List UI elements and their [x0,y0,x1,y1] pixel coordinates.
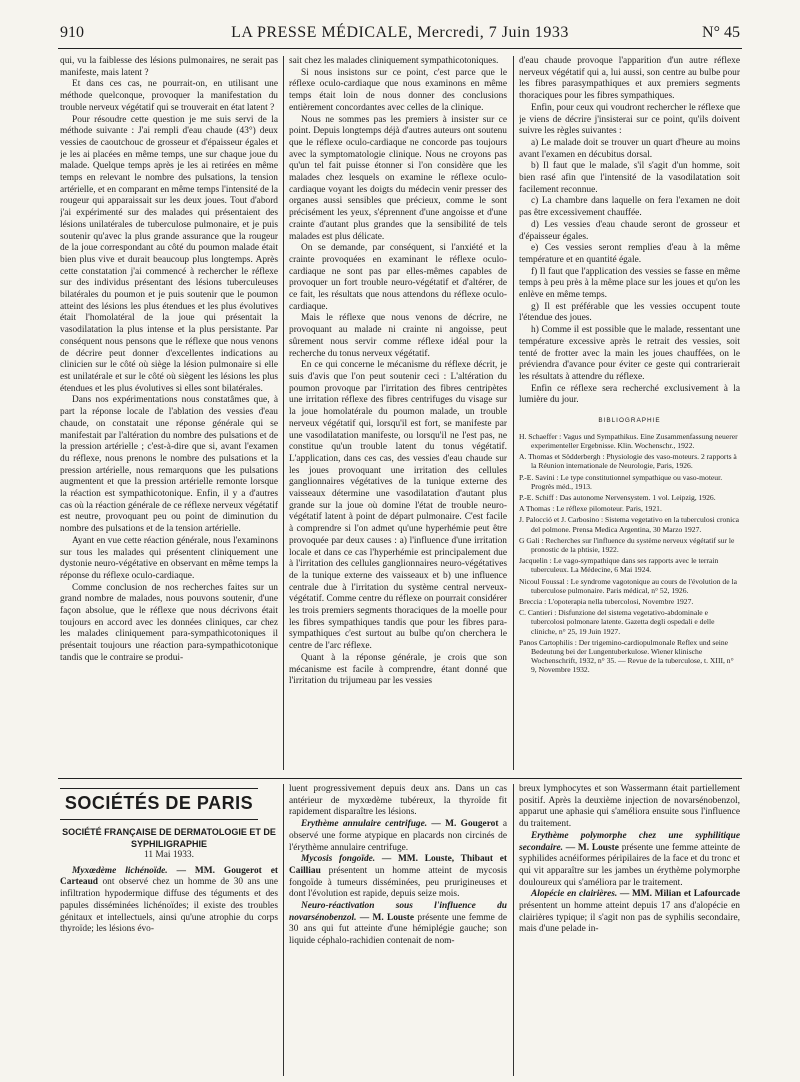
paragraph: sait chez les malades cliniquement sympathicotoniques. [289,56,499,66]
header-rule [58,48,742,49]
paragraph: Dans nos expérimentations nous constatâmes que, à part la réponse locale de l'ablation des vessies d'eau chaude, on constatait une réponse générale qui se manifestait par l'altération du nombre des pulsations et de la pression artérielle ; c'est-à-dire que si, avant l'examen du réflexe, nous prenons le nombre des pulsations et la pression artérielle, nous remarquons que les pulsations augmentent et que la pression artérielle remonte lorsque la réaction est sympathicotonique. Enfin, il y a d'autres cas où la réaction générale de ce réflexe nerveux végétatif est neutre, provoquant peu ou point de diminution du nombre des pulsations et de la tension artérielle. [60,395,278,535]
column-divider [513,56,514,770]
article-column-1 [60,56,278,770]
communication-text: présentent un homme atteint depuis 17 ans d'alopécie en clairières typique; il s'agit non pas de syphilis secondaire, mais d'une pelade in- [519,901,740,935]
communication-title: Mycosis fongoïde. [301,854,376,865]
communication-title: Alopécie en clairières. [531,889,618,900]
paragraph: On se demande, par conséquent, si l'anxiété et la crainte provoquées en examinant le réflexe oculo-cardiaque ne sont pas par elles-mêmes capables de provoquer un fort trouble neuro-végétatif et d'altérer, de ce fait, les résultats que nous attendons du réflexe oculo-cardiaque. [289,243,507,312]
paragraph: e) Ces vessies seront remplies d'eau à la même température et en quantité égale. [519,243,740,265]
page-number: 910 [60,24,84,41]
communication-title: Erythème annulaire centrifuge. [301,819,428,830]
paragraph: a) Le malade doit se trouver un quart d'heure au moins avant l'examen en décubitus dorsal. [519,137,740,160]
bibliography-entry: G Gali : Recherches sur l'influence du système nerveux végétatif sur le pronostic de la phtisie, 1922. [519,535,735,555]
bibliography-entry: Panos Cartophilis : Der trigemino-cardiopulmonale Reflex und seine Bedeutung bei der Lungentuberkulose. Wiener klinische Wochenschrift, 1932, n° 35. — Revue de la tuberculose, t. XIII, n° 9, Novembre 1932. [519,637,734,675]
bibliography-entry: P.-E. Schiff : Das autonome Nervensystem. 1 vol. Leipzig, 1926. [519,493,716,503]
paragraph: c) La chambre dans laquelle on fera l'examen ne doit pas être excessivement chauffée. [519,196,740,219]
column-divider [283,784,284,1076]
paragraph: d) Les vessies d'eau chaude seront de grosseur et d'épaisseur égales. [519,219,740,242]
communication-text: ont observé chez un homme de 30 ans une infiltration hypodermique diffuse des téguments et des papules disséminées lichénoïdes; il existe des troubles génitaux et intellectuels, ainsi qu'une atrophie du corps thyroïde; les lésions évo- [60,877,278,935]
communication-title: Erythème polymorphe chez une syphilitique secondaire. [519,830,740,853]
communication [289,901,507,948]
journal-title: LA PRESSE MÉDICALE, Mercredi, 7 Juin 1933 [231,24,569,41]
communication-authors: — M. Louste [356,912,415,923]
communication-authors: — M. Gougerot [427,819,499,830]
paragraph: Et dans ces cas, ne pourrait-on, en utilisant une méthode quelconque, provoquer la manifestation du trouble nerveux végétatif qui se trouverait en état latent ? [60,79,278,113]
communication [60,866,278,936]
paragraph: Enfin ce réflexe sera recherché exclusivement à la lumière du jour. [519,383,740,406]
paragraph: Pour résoudre cette question je me suis servi de la méthode suivante : J'ai rempli d'eau chaude (43°) deux vessies de caoutchouc de grosseur et d'épaisseur égales et je les ai placées en même temps, une sur chaque joue du malade. Quelque temps après je les ai retirées en même temps en relevant le nombre des pulsations, la tension artérielle, et en comparant en même temps l'intensité de la rougeur qui apparaissait sur les deux joues. Tout d'abord j'ai expérimenté sur des malades qui présentaient des lésions unilatérales de tuberculose pulmonaire, et je puis soutenir qu'avec la plus grande assurance que la rougeur de la joue correspondant au côté du poumon malade était bien plus vive et durait beaucoup plus longtemps. Après cette constatation j'ai commencé à rechercher le réflexe sur des individus présentant des lésions tuberculeuses bilatérales du poumon et je puis soutenir que le poumon atteint des lésions les plus étendues et les plus évolutives était l'homolatéral de la joue qui présentait la vasodilatation la plus intense et la plus persistante. Par conséquent nous pensons que le réflexe que nous venons de décrire peut donner d'excellentes indications au clinicien sur le côté où siège la lésion pulmonaire si elle est unilatérale et sur le côté où siègent les lésions les plus étendues et les plus évolutives si elles sont bilatérales. [60,114,278,394]
section-title: SOCIÉTÉS DE PARIS [64,793,254,813]
paragraph: Mais le réflexe que nous venons de décrire, ne provoquant au malade ni crainte ni angoisse, peut sûrement nous servir comme réflexe idéal pour la recherche du tonus nerveux végétatif. [289,313,507,359]
bibliography-entry: P.-E. Savini : Le type constitutionnel sympathique ou vaso-moteur. Progrès méd., 1913. [519,472,723,491]
paragraph: h) Comme il est possible que le malade, ressentant une température excessive après le retrait des vessies, soit tenté de frotter avec la main les joues chauffées, on le préviendra d'avance pour éviter ce geste qui contrarierait les résultats à attendre du réflexe. [519,325,740,382]
communication-authors: — M. Louste [563,842,619,853]
paragraph: breux lymphocytes et son Wassermann était partiellement positif. Après la deuxième injection de novarsénobenzol, apparut une aphasie qui s'améliora ensuite sous l'influence du traitement. [519,784,740,830]
column-divider [513,784,514,1076]
communication-authors: — MM. Louste, Thibaut et Cailliau [289,854,507,876]
bibliography-entry: Nicoul Foussal : Le syndrome vagotonique au cours de l'évolution de la tuberculose pulmonaire. Paris médical, n° 52, 1926. [519,576,737,595]
paragraph: Comme conclusion de nos recherches faites sur un grand nombre de malades, nous pouvons soutenir, d'une façon absolue, que le réflexe que nous décrivons était toujours en accord avec les données cliniques, car chez les malades cliniquement para-sympathicotoniques il présentait toujours une réaction para-sympathicotonique tandis que le contraire se produi- [60,582,278,663]
societes-column-3 [519,784,740,1076]
column-divider [283,56,284,770]
session-date: 11 Mai 1933. [144,850,194,860]
society-name: SOCIÉTÉ FRANÇAISE DE DERMATOLOGIE ET DE SYPHILIGRAPHIE [62,827,276,849]
communication-title: Neuro-réactivation sous l'influence du novarsénobenzol. [289,901,507,923]
article-column-2 [289,56,507,770]
paragraph: qui, vu la faiblesse des lésions pulmonaires, ne serait pas manifeste, mais latent ? [60,56,278,78]
bibliography-entry: Jacquelin : Le vago-sympathique dans ses rapports avec le terrain tuberculeux. La Médecine, 6 Mai 1924. [519,556,719,575]
section-rule [58,778,742,779]
communication-text: a observé une forme atypique en placards non circinés de l'érythème annulaire centrifuge. [289,819,507,853]
paragraph: f) Il faut que l'application des vessies se fasse en même temps à peu près à la même place sur les joues et qu'on les enlève en même temps. [519,266,740,301]
paragraph: g) Il est préférable que les vessies occupent toute l'étendue des joues. [519,301,740,324]
bibliography-entry: Breccia : L'opoterapia nella tubercolosi, Novembre 1927. [519,597,694,607]
bibliography-heading: BIBLIOGRAPHIE [598,417,661,425]
communication-text: présente une femme de 30 ans qui fut atteinte d'une hémiplégie gauche; son liquide céphalo-rachidien contenait de nom- [289,912,507,947]
bibliography-entry: A. Thomas et Södderbergh : Physiologie des vaso-moteurs. 2 rapports à la Réunion internationale de Neurologie, Paris, 1926. [519,452,737,471]
communication [519,889,740,936]
communication [519,831,740,890]
communication-title: Myxœdème lichénoïde. [72,865,168,876]
paragraph: En ce qui concerne le mécanisme du réflexe décrit, je suis d'avis que l'on peut soutenir ceci : L'altération du poumon provoque par l'irritation des fibres centripètes une irritation réflexe des fibres centrifuges du visage sur la joue homolatérale du poumon malade, un trouble nerveux végétatif qui, lorsqu'il est fort, se manifeste par une vasodilatation manifeste, ou lorsqu'il ne l'est pas, ne constitue qu'un trouble latent du tonus végétatif. L'application, dans ces cas, des vessies d'eau chaude sur les joues provoquant une irritation des cellules ganglionnaires végétatives de la tunique externe des vaisseaux détermine une vasodilatation d'autant plus grande sur la joue où domine l'état de trouble neuro-végétatif latent à point de départ pulmonaire. C'est facile à comprendre si l'on admet qu'une hyperhémie peut être provoquée par deux causes : a) l'influence d'une irritation locale et dans ce cas l'hyperhémie est principalement due à l'irritation des cellules ganglionnaires neuro-végétatives de la tunique externe des vaisseaux et b) une influence centrale due à l'irritation du système central nerveux-végétatif. Comme centre du réflexe on pourrait considérer les trois premiers segments thoraciques de la moelle pour les fibres sympathiques tandis que pour les fibres para-sympathiques c'est surtout au bulbe qu'on cherchera le centre de l'arc réflexe. [289,360,507,652]
article-column-3 [519,56,740,770]
issue-number: N° 45 [702,24,740,41]
communication-text: présentent un homme atteint de mycosis fongoïde à tumeurs disséminées, peu prurigineuses et dont l'évolution est rapide, depuis seize mois. [289,865,507,900]
page-header [60,24,740,46]
societes-column-1 [60,826,278,1076]
bibliography-entry: H. Schaeffer : Vagus und Sympathikus. Eine Zusammenfassung neuerer experimenteller Ergebnisse. Klin. Wochenschr., 1922. [519,431,738,450]
communication-text: présente une femme atteinte de syphilides acnéiformes péripilaires de la face et du tronc et qui vit apparaître sur les jambes un érythème polymorphe douloureux qui s'améliora par le traitement. [519,842,740,888]
communication [289,819,507,854]
communication-authors: — MM. Gougerot et Carteaud [60,865,278,888]
paragraph: d'eau chaude provoque l'apparition d'un autre réflexe nerveux végétatif qui a, lui aussi, son centre au bulbe pour les fibres parasympathiques et aux premiers segments thoraciques pour les fibres sympathiques. [519,56,740,102]
paragraph: b) Il faut que le malade, s'il s'agit d'un homme, soit bien rasé afin que l'intensité de la vasodilatation soit facilement reconnue. [519,161,740,195]
bibliography-entry: A Thomas : Le réflexe pilomoteur. Paris, 1921. [519,504,662,514]
bibliography-list [519,432,740,675]
paragraph: Si nous insistons sur ce point, c'est parce que le réflexe oculo-cardiaque que nous examinons en même temps était loin de nous donner des conclusions entièrement concordantes avec celles de la clinique. [289,67,507,113]
paragraph: luent progressivement depuis deux ans. Dans un cas antérieur de myxœdème tubéreux, la thyroïde fit rapidement disparaître les lésions. [289,784,507,818]
paragraph: Nous ne sommes pas les premiers à insister sur ce point. Depuis longtemps déjà d'autres auteurs ont soutenu que le réflexe oculo-cardiaque ne concorde pas toujours avec la symptomatologie clinique. Nous ne croyons pas qu'un tel fait puisse étonner si l'on considère que les malades chez lesquels on examine le réflexe oculo-cardiaque voyant les doigts du médecin venir presser des organes aussi sensibles que précieux, comme le sont précisément les yeux, s'éprennent d'une angoisse et d'une crainte d'autant plus grandes que la sensibilité de tels malades est plus délicate. [289,114,507,242]
bibliography-entry: J. Palocció et J. Carbosino : Sistema vegetativo en la tuberculosi cronica del polmone. Prensa Medica Argentina, 30 Marzo 1927. [519,515,739,534]
paragraph: Ayant en vue cette réaction générale, nous l'examinons sur tous les malades qui présentent cliniquement une dystonie neuro-végétative en observant en même temps la réponse du réflexe oculo-cardiaque. [60,535,278,581]
paragraph: Enfin, pour ceux qui voudront rechercher le réflexe que je viens de décrire j'insisterai sur ce point, qu'ils doivent suivre les règles suivantes : [519,102,740,137]
communication-authors: — MM. Milian et Lafourcade [617,889,740,900]
societes-column-2 [289,784,507,1076]
paragraph: Quant à la réponse générale, je crois que son mécanisme est facile à comprendre, étant donné que l'irritation du trijumeau par les vessies [289,652,507,687]
communication [289,854,507,901]
bibliography-entry: C. Cantieri : Disfunzione del sistema vegetativo-abdominale e tubercolosi polmonare latente. Gazetta degli ospedali e delle cliniche, n° 25, 19 Juin 1927. [519,608,715,636]
